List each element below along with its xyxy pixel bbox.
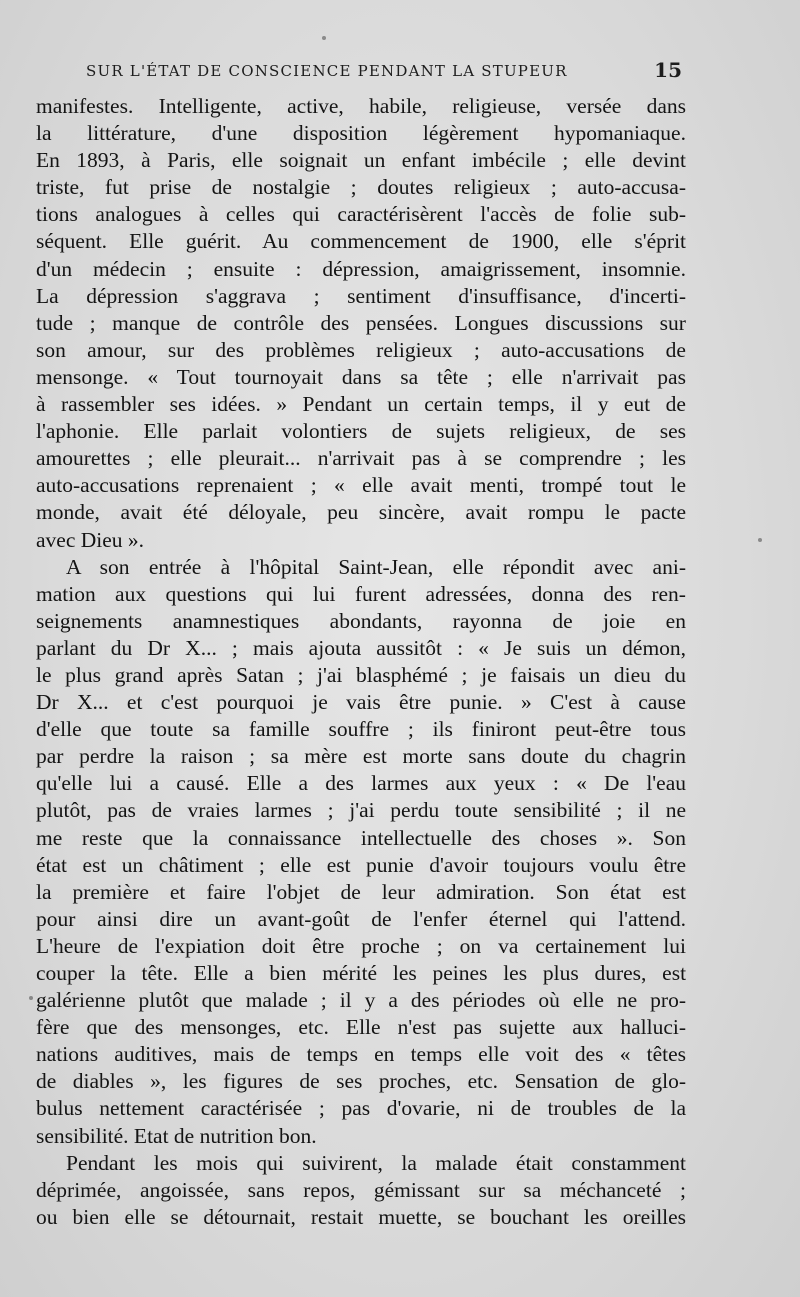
text-line: qu'elle lui a causé. Elle a des larmes aux yeux : « De l'eau bbox=[36, 771, 687, 796]
text-line: la première et faire l'objet de leur admiration. Son état est bbox=[36, 879, 686, 904]
text-line: séquent. Elle guérit. Au commencement de 1900, elle s'éprit bbox=[36, 229, 687, 254]
text-line: d'elle que toute sa famille souffre ; ils finiront peut-être tous bbox=[36, 717, 687, 742]
text-line: monde, avait été déloyale, peu sincère, avait rompu le pacte bbox=[36, 500, 687, 525]
text-line: nations auditives, mais de temps en temps elle voit des « têtes bbox=[36, 1042, 687, 1067]
text-line: par perdre la raison ; sa mère est morte sans doute du chagrin bbox=[36, 744, 687, 769]
paragraph-start-line: A son entrée à l'hôpital Saint-Jean, elle répondit avec ani- bbox=[66, 554, 686, 579]
text-line: galérienne plutôt que malade ; il y a des périodes où elle ne pro- bbox=[36, 988, 686, 1013]
text-line: auto-accusations reprenaient ; « elle avait menti, trompé tout le bbox=[36, 473, 686, 498]
text-line: à rassembler ses idées. » Pendant un certain temps, il y eut de bbox=[36, 392, 686, 417]
text-line: avec Dieu ». bbox=[36, 527, 145, 552]
page-header bbox=[86, 58, 682, 86]
scan-speck bbox=[322, 36, 326, 40]
text-line: manifestes. Intelligente, active, habile, religieuse, versée dans bbox=[36, 94, 686, 118]
text-line: son amour, sur des problèmes religieux ; auto-accusations de bbox=[36, 337, 686, 362]
text-line: le plus grand après Satan ; j'ai blasphémé ; je faisais un dieu du bbox=[36, 662, 687, 687]
text-line: la littérature, d'une disposition légèrement hypomaniaque. bbox=[36, 121, 686, 146]
text-line: parlant du Dr X... ; mais ajouta aussitôt : « Je suis un démon, bbox=[36, 635, 687, 660]
text-line: triste, fut prise de nostalgie ; doutes religieux ; auto-accusa- bbox=[36, 175, 686, 200]
text-line: de diables », les figures de ses proches, etc. Sensation de glo- bbox=[36, 1069, 687, 1094]
text-line: amourettes ; elle pleurait... n'arrivait pas à se comprendre ; les bbox=[36, 446, 687, 471]
text-line: me reste que la connaissance intellectuelle des choses ». Son bbox=[36, 825, 686, 850]
text-line: plutôt, pas de vraies larmes ; j'ai perdu toute sensibilité ; il ne bbox=[36, 798, 687, 823]
text-line: sensibilité. Etat de nutrition bon. bbox=[36, 1123, 317, 1148]
text-line: En 1893, à Paris, elle soignait un enfant imbécile ; elle devint bbox=[36, 148, 686, 173]
text-line: Dr X... et c'est pourquoi je vais être punie. » C'est à cause bbox=[36, 690, 686, 715]
text-line: bulus nettement caractérisée ; pas d'ovarie, ni de troubles de la bbox=[36, 1096, 686, 1121]
text-line: ou bien elle se détournait, restait muette, se bouchant les oreilles bbox=[36, 1204, 687, 1229]
text-line: état est un châtiment ; elle est punie d'avoir toujours voulu être bbox=[36, 852, 686, 877]
text-line: mation aux questions qui lui furent adressées, donna des ren- bbox=[36, 581, 686, 606]
scan-speck bbox=[758, 538, 762, 542]
running-title: SUR L'ÉTAT DE CONSCIENCE PENDANT LA STUPEUR bbox=[86, 62, 568, 80]
text-line: fère que des mensonges, etc. Elle n'est pas sujette aux halluci- bbox=[36, 1015, 687, 1040]
body-text bbox=[36, 93, 686, 1231]
text-line: l'aphonie. Elle parlait volontiers de sujets religieux, de ses bbox=[36, 419, 686, 444]
scan-speck bbox=[29, 996, 33, 1000]
text-line: d'un médecin ; ensuite : dépression, amaigrissement, insomnie. bbox=[36, 256, 686, 281]
text-line: seignements anamnestiques abondants, rayonna de joie en bbox=[36, 608, 686, 633]
text-line: L'heure de l'expiation doit être proche ; on va certainement lui bbox=[36, 933, 686, 958]
text-line: déprimée, angoissée, sans repos, gémissant sur sa méchanceté ; bbox=[36, 1177, 686, 1202]
text-line: couper la tête. Elle a bien mérité les peines les plus dures, est bbox=[36, 961, 687, 985]
text-line: La dépression s'aggrava ; sentiment d'insuffisance, d'incerti- bbox=[36, 283, 686, 308]
page-number: 15 bbox=[654, 58, 682, 82]
text-line: pour ainsi dire un avant-goût de l'enfer éternel qui l'attend. bbox=[36, 906, 686, 931]
text-line: tions analogues à celles qui caractérisèrent l'accès de folie sub- bbox=[36, 202, 686, 227]
paragraph-start-line: Pendant les mois qui suivirent, la malade était constamment bbox=[66, 1150, 687, 1175]
text-line: tude ; manque de contrôle des pensées. Longues discussions sur bbox=[36, 310, 686, 335]
text-line: mensonge. « Tout tournoyait dans sa tête ; elle n'arrivait pas bbox=[36, 364, 686, 389]
